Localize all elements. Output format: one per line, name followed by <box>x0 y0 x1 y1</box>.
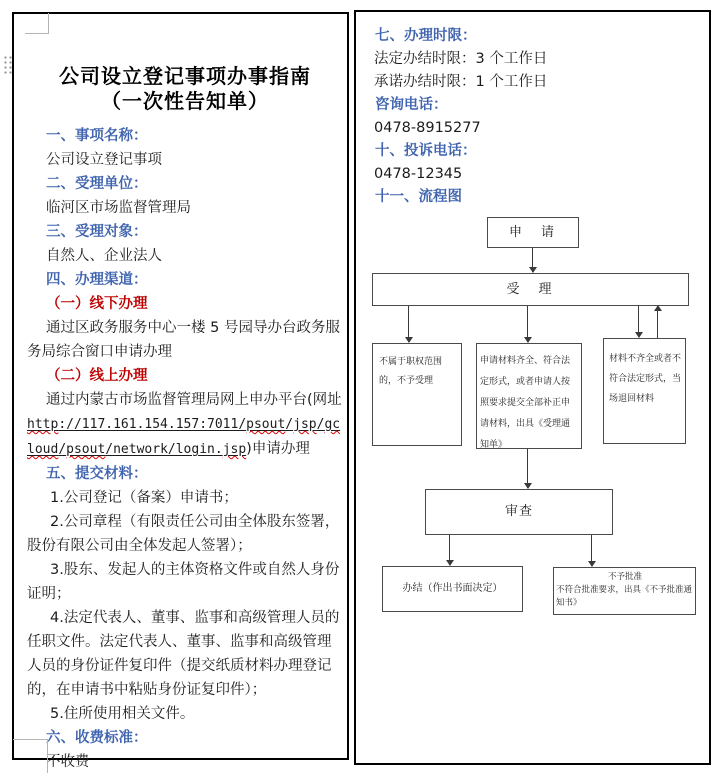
flow-node-materials-ok: 申请材料齐全、符合法定形式，或者申请人按照要求提交全部补正申请材料，出具《受理通知单》 <box>476 343 582 449</box>
material-item-4: 4.法定代表人、董事、监事和高级管理人员的任职文件。法定代表人、董事、监事和高级管理人员的身份证件复印件（提交纸质材料办理登记的，在申请书中粘贴身份证复印件）； <box>27 610 340 698</box>
flow-node-deny <box>553 567 696 615</box>
flow-arrow-accept-to-materials-ok <box>527 306 528 342</box>
section-3-heading: 三、受理对象： <box>46 224 148 240</box>
flow-node-review: 审查 <box>425 489 613 535</box>
section-8-heading: 咨询电话： <box>375 97 448 113</box>
section-6-body: 不收费 <box>46 754 90 770</box>
flow-arrow-materials-to-review <box>527 449 528 488</box>
flow-arrow-review-to-done <box>449 535 450 565</box>
online-platform-text: 通过内蒙古市场监督管理局网上申办平台(网址 <box>46 392 342 408</box>
section-1-heading: 一、事项名称： <box>46 128 148 144</box>
flow-node-deny-title: 不予批准 <box>607 572 642 582</box>
process-flowchart <box>356 12 709 763</box>
section-9-body: 0478-12345 <box>374 166 463 182</box>
section-8-body: 0478-8915277 <box>374 120 481 136</box>
flow-arrow-return-to-accept <box>657 306 658 339</box>
section-7-heading: 七、办理时限： <box>375 28 477 44</box>
section-4-sub1-body: 通过区政务服务中心一楼 5 号园导办台政务服务局综合窗口申请办理 <box>27 320 340 360</box>
flow-node-apply: 申 请 <box>487 217 579 248</box>
frame-corner-mark-top <box>25 13 49 34</box>
left-document-panel <box>12 12 349 770</box>
left-document-content <box>14 14 347 774</box>
flow-arrow-accept-to-reject <box>408 306 409 342</box>
frame-corner-mark-bottom <box>13 739 48 773</box>
online-platform-text-suffix: )申请办理 <box>246 441 310 457</box>
right-document-panel <box>354 10 711 765</box>
flow-node-deny-body: 不符合批准要求，出具《不予批准通知书》 <box>556 585 693 608</box>
document-title-line1: 公司设立登记事项办事指南 <box>59 64 311 88</box>
document-title-line2: （一次性告知单） <box>101 89 269 113</box>
section-4-sub2-body <box>27 388 343 462</box>
material-item-3: 3.股东、发起人的主体资格文件或自然人身份证明； <box>27 562 340 602</box>
flow-node-reject: 不属于职权范围的，不予受理 <box>372 343 462 446</box>
flow-arrow-apply-to-accept <box>532 248 533 272</box>
section-1-body: 公司设立登记事项 <box>46 152 162 168</box>
section-6-heading: 六、收费标准： <box>46 730 148 746</box>
material-item-2: 2.公司章程（有限责任公司由全体股东签署，股份有限公司由全体发起人签署）； <box>27 514 340 554</box>
section-3-body: 自然人、企业法人 <box>46 248 162 264</box>
flow-node-return-materials: 材料不齐全或者不符合法定形式，当场退回材料 <box>603 338 686 444</box>
document-title <box>27 64 343 114</box>
section-7-line2: 承诺办结时限：1 个工作日 <box>374 74 548 90</box>
flow-node-done: 办结（作出书面决定） <box>382 566 523 612</box>
section-4-sub1-heading: （一）线下办理 <box>46 296 148 312</box>
drag-handle-dots-icon[interactable] <box>3 55 13 75</box>
flow-node-accept: 受 理 <box>372 273 689 306</box>
material-item-1: 1.公司登记（备案）申请书； <box>50 490 238 506</box>
section-10-heading: 十一、流程图 <box>375 189 462 205</box>
section-9-heading: 十、投诉电话： <box>375 143 477 159</box>
flow-arrow-review-to-deny <box>591 535 592 566</box>
platform-url-text: http://117.161.154.157:7011/psout/jsp/gcloud/psout/network/login.jsp <box>27 417 341 457</box>
section-5-heading: 五、提交材料： <box>46 466 148 482</box>
section-2-body: 临河区市场监督管理局 <box>46 200 191 216</box>
section-2-heading: 二、受理单位： <box>46 176 148 192</box>
section-4-heading: 四、办理渠道： <box>46 272 148 288</box>
section-4-sub2-heading: （二）线上办理 <box>46 368 148 384</box>
section-7-line1: 法定办结时限：3 个工作日 <box>374 51 548 67</box>
flow-arrow-accept-to-return <box>638 306 639 337</box>
material-item-5: 5.住所使用相关文件。 <box>50 706 195 722</box>
